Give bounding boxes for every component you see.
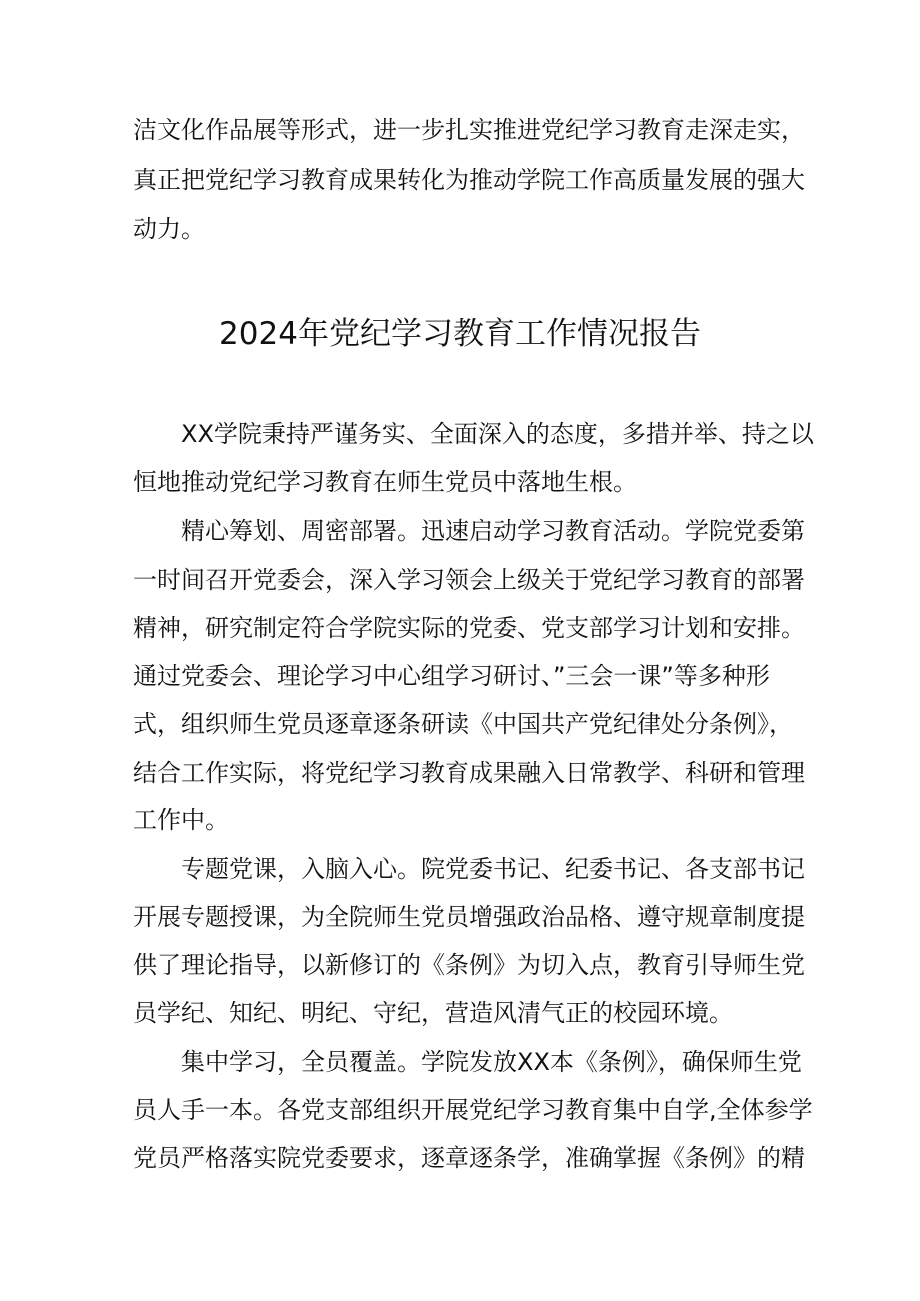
paragraph-line: 精神，研究制定符合学院实际的党委、党支部学习计划和安排。 [133,614,805,642]
paragraph-line: 专题党课，入脑入心。院党委书记、纪委书记、各支部书记 [181,855,805,883]
paragraph-line: 开展专题授课，为全院师生党员增强政治品格、遵守规章制度提 [133,903,805,931]
paragraph-line: 洁文化作品展等形式，进一步扎实推进党纪学习教育走深走实， [133,116,805,144]
paragraph-line: XX学院秉持严谨务实、全面深入的态度，多措并举、持之以 [181,420,814,448]
paragraph-line: 供了理论指导，以新修订的《条例》为切入点，教育引导师生党 [133,951,805,979]
paragraph-line: 式，组织师生党员逐章逐条研读《中国共产党纪律处分条例》， [133,710,793,738]
report-title: 2024年党纪学习教育工作情况报告 [219,316,701,352]
paragraph-line: 结合工作实际，将党纪学习教育成果融入日常教学、科研和管理 [133,759,805,787]
paragraph-line: 恒地推动党纪学习教育在师生党员中落地生根。 [133,468,637,496]
paragraph-line: 工作中。 [133,806,229,834]
paragraph-line: 动力。 [133,215,205,243]
paragraph-line: 党员严格落实院党委要求，逐章逐条学，准确掌握《条例》的精 [133,1144,805,1172]
paragraph-line: 集中学习，全员覆盖。学院发放XX本《条例》，确保师生党 [181,1048,802,1076]
paragraph-line: 通过党委会、理论学习中心组学习研讨、”三会一课”等多种形 [133,662,770,690]
paragraph-line: 一时间召开党委会，深入学习领会上级关于党纪学习教育的部署 [133,566,805,594]
paragraph-line: 员学纪、知纪、明纪、守纪，营造风清气正的校园环境。 [133,999,733,1027]
paragraph-line: 真正把党纪学习教育成果转化为推动学院工作高质量发展的强大 [133,166,805,194]
paragraph-line: 精心筹划、周密部署。迅速启动学习教育活动。学院党委第 [181,517,805,545]
paragraph-line: 员人手一本。各党支部组织开展党纪学习教育集中自学,全体参学 [133,1096,813,1124]
